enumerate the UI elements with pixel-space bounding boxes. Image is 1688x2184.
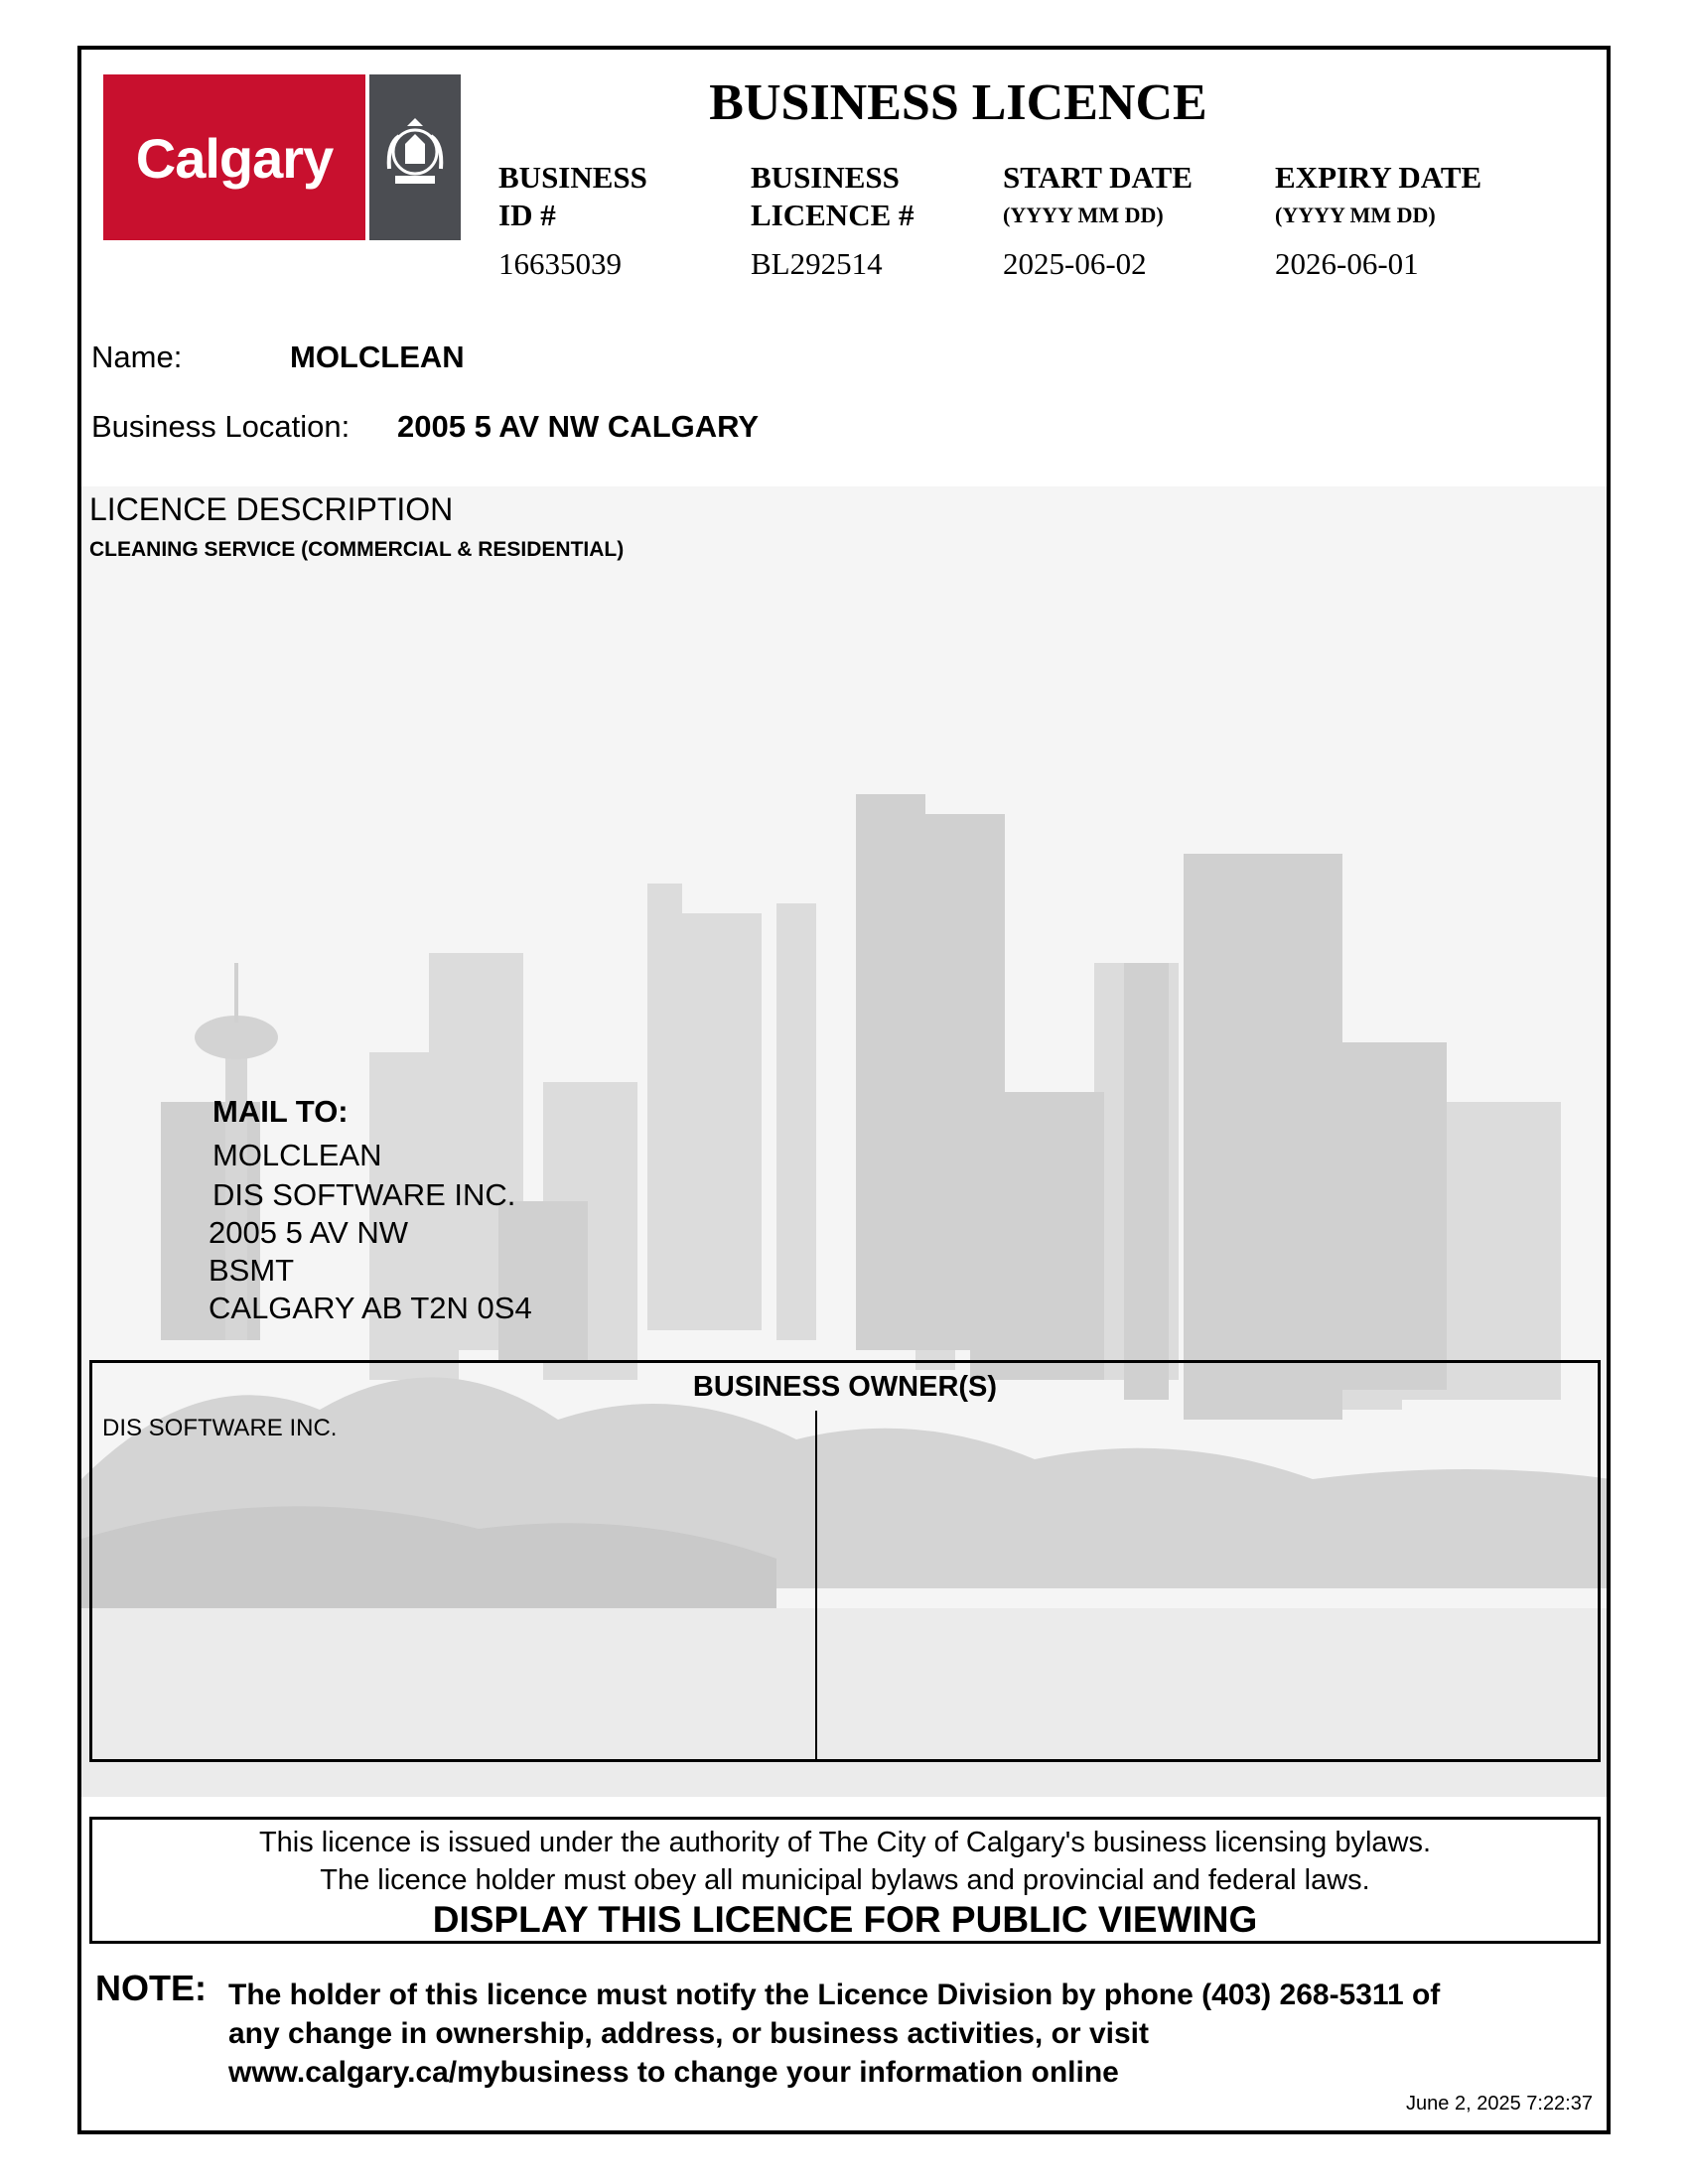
mail-line: DIS SOFTWARE INC. [212, 1177, 516, 1212]
owners-divider [815, 1411, 817, 1762]
mail-line: CALGARY AB T2N 0S4 [209, 1291, 532, 1325]
authority-line: This licence is issued under the authority of The City of Calgary's business licensing bylaws. [258, 1827, 1432, 1858]
description-heading: LICENCE DESCRIPTION [89, 491, 454, 527]
business-owners-box [89, 1360, 1601, 1762]
column-heading: BUSINESS [751, 160, 900, 195]
business-name: MOLCLEAN [290, 340, 465, 374]
column-heading: BUSINESS [498, 160, 647, 195]
column-licence-number [751, 159, 989, 282]
column-heading: LICENCE # [751, 198, 914, 232]
mail-line: MOLCLEAN [212, 1138, 382, 1172]
column-heading: START DATE [1003, 160, 1193, 195]
column-business-id [498, 159, 737, 282]
expiry-date-value: 2026-06-01 [1275, 246, 1419, 281]
note-line: The holder of this licence must notify the Licence Division by phone (403) 268-5311 of [228, 1979, 1441, 2011]
display-notice: DISPLAY THIS LICENCE FOR PUBLIC VIEWING [432, 1899, 1258, 1940]
start-date-value: 2025-06-02 [1003, 246, 1147, 281]
print-timestamp: June 2, 2025 7:22:37 [1406, 2093, 1593, 2115]
location-label: Business Location: [91, 409, 351, 444]
note-line: any change in ownership, address, or business activities, or visit [228, 2017, 1149, 2050]
mail-heading: MAIL TO: [212, 1094, 349, 1129]
authority-box [89, 1817, 1601, 1944]
note-line: www.calgary.ca/mybusiness to change your information online [228, 2056, 1119, 2089]
name-label: Name: [91, 340, 183, 374]
mail-line: BSMT [209, 1253, 295, 1288]
business-id-value: 16635039 [498, 246, 622, 281]
calgary-logo [103, 74, 365, 240]
date-format-hint: (YYYY MM DD) [1003, 203, 1164, 227]
column-expiry-date [1275, 159, 1553, 282]
note-label: NOTE: [95, 1968, 207, 2008]
owner-name: DIS SOFTWARE INC. [102, 1415, 338, 1441]
column-heading: EXPIRY DATE [1275, 160, 1482, 195]
description-text: CLEANING SERVICE (COMMERCIAL & RESIDENTIAL) [89, 538, 625, 561]
owners-heading: BUSINESS OWNER(S) [692, 1371, 998, 1403]
page-title: BUSINESS LICENCE [709, 74, 1207, 131]
logo-text: Calgary [135, 127, 334, 190]
licence-number-value: BL292514 [751, 246, 883, 281]
date-format-hint: (YYYY MM DD) [1275, 203, 1436, 227]
city-crest-icon [369, 74, 461, 240]
column-heading: ID # [498, 198, 556, 232]
business-location: 2005 5 AV NW CALGARY [397, 409, 760, 444]
column-start-date [1003, 159, 1261, 282]
authority-line: The licence holder must obey all municipal bylaws and provincial and federal laws. [320, 1864, 1370, 1896]
mail-line: 2005 5 AV NW [209, 1215, 409, 1250]
note-text [228, 1976, 1440, 2092]
